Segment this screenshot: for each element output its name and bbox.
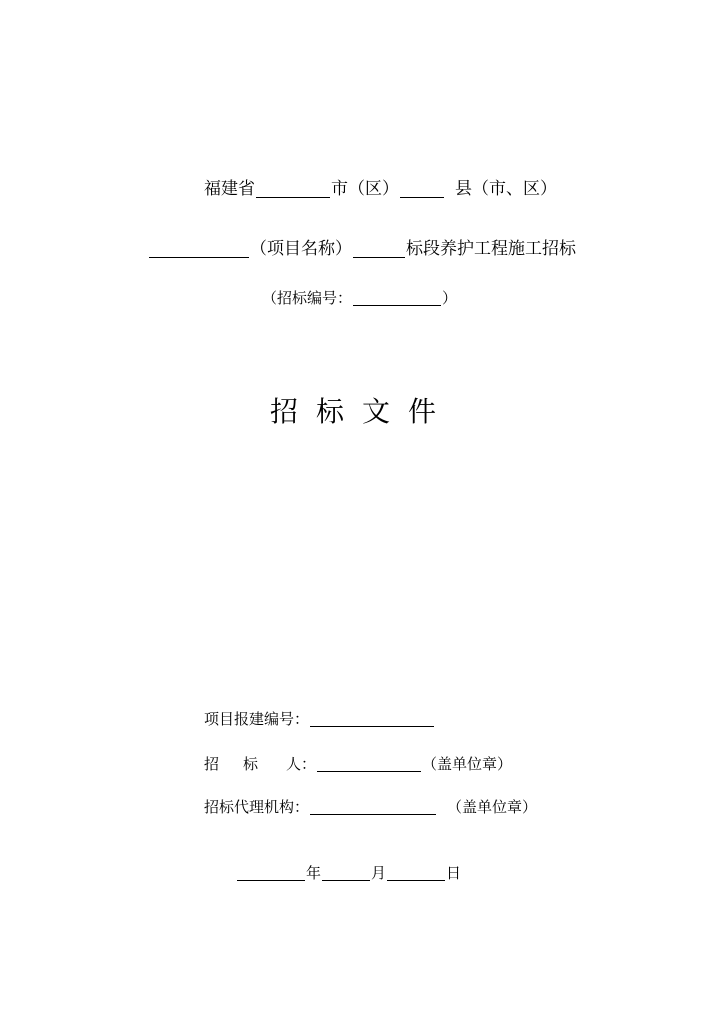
month-blank <box>322 864 370 881</box>
county-blank <box>400 181 444 198</box>
bid-number-open: （招标编号： <box>262 289 353 307</box>
tenderer-blank <box>317 755 421 772</box>
county-label: 县（市、区） <box>455 179 557 199</box>
section-blank <box>353 241 405 258</box>
year-blank <box>237 864 305 881</box>
tenderer-label-char-3: 人： <box>286 755 317 773</box>
agency-line <box>204 798 537 815</box>
agency-blank <box>310 798 436 815</box>
bid-number-blank <box>353 289 441 306</box>
location-line <box>204 181 557 198</box>
tenderer-label-char-1: 招 <box>204 755 220 773</box>
registration-line <box>204 710 435 727</box>
date-line <box>236 864 461 881</box>
city-label: 市（区） <box>331 179 399 199</box>
registration-label: 项目报建编号： <box>204 710 310 728</box>
registration-blank <box>310 710 434 727</box>
agency-label: 招标代理机构： <box>204 798 310 816</box>
tenderer-label-char-2: 标 <box>243 755 259 773</box>
day-blank <box>387 864 445 881</box>
project-line <box>148 241 576 258</box>
month-label: 月 <box>371 864 387 882</box>
tenderer-line <box>204 755 512 772</box>
document-title: 招标文件 <box>269 395 454 428</box>
section-text: 标段养护工程施工招标 <box>406 239 576 259</box>
bid-number-line <box>262 289 457 306</box>
city-blank <box>256 181 330 198</box>
bid-number-close: ） <box>442 289 458 307</box>
day-label: 日 <box>446 864 462 882</box>
province-prefix: 福建省 <box>204 179 255 199</box>
project-name-label: （项目名称） <box>250 239 352 259</box>
agency-seal: （盖单位章） <box>447 798 538 816</box>
tenderer-seal: （盖单位章） <box>422 755 513 773</box>
year-label: 年 <box>306 864 322 882</box>
project-name-blank <box>149 241 249 258</box>
